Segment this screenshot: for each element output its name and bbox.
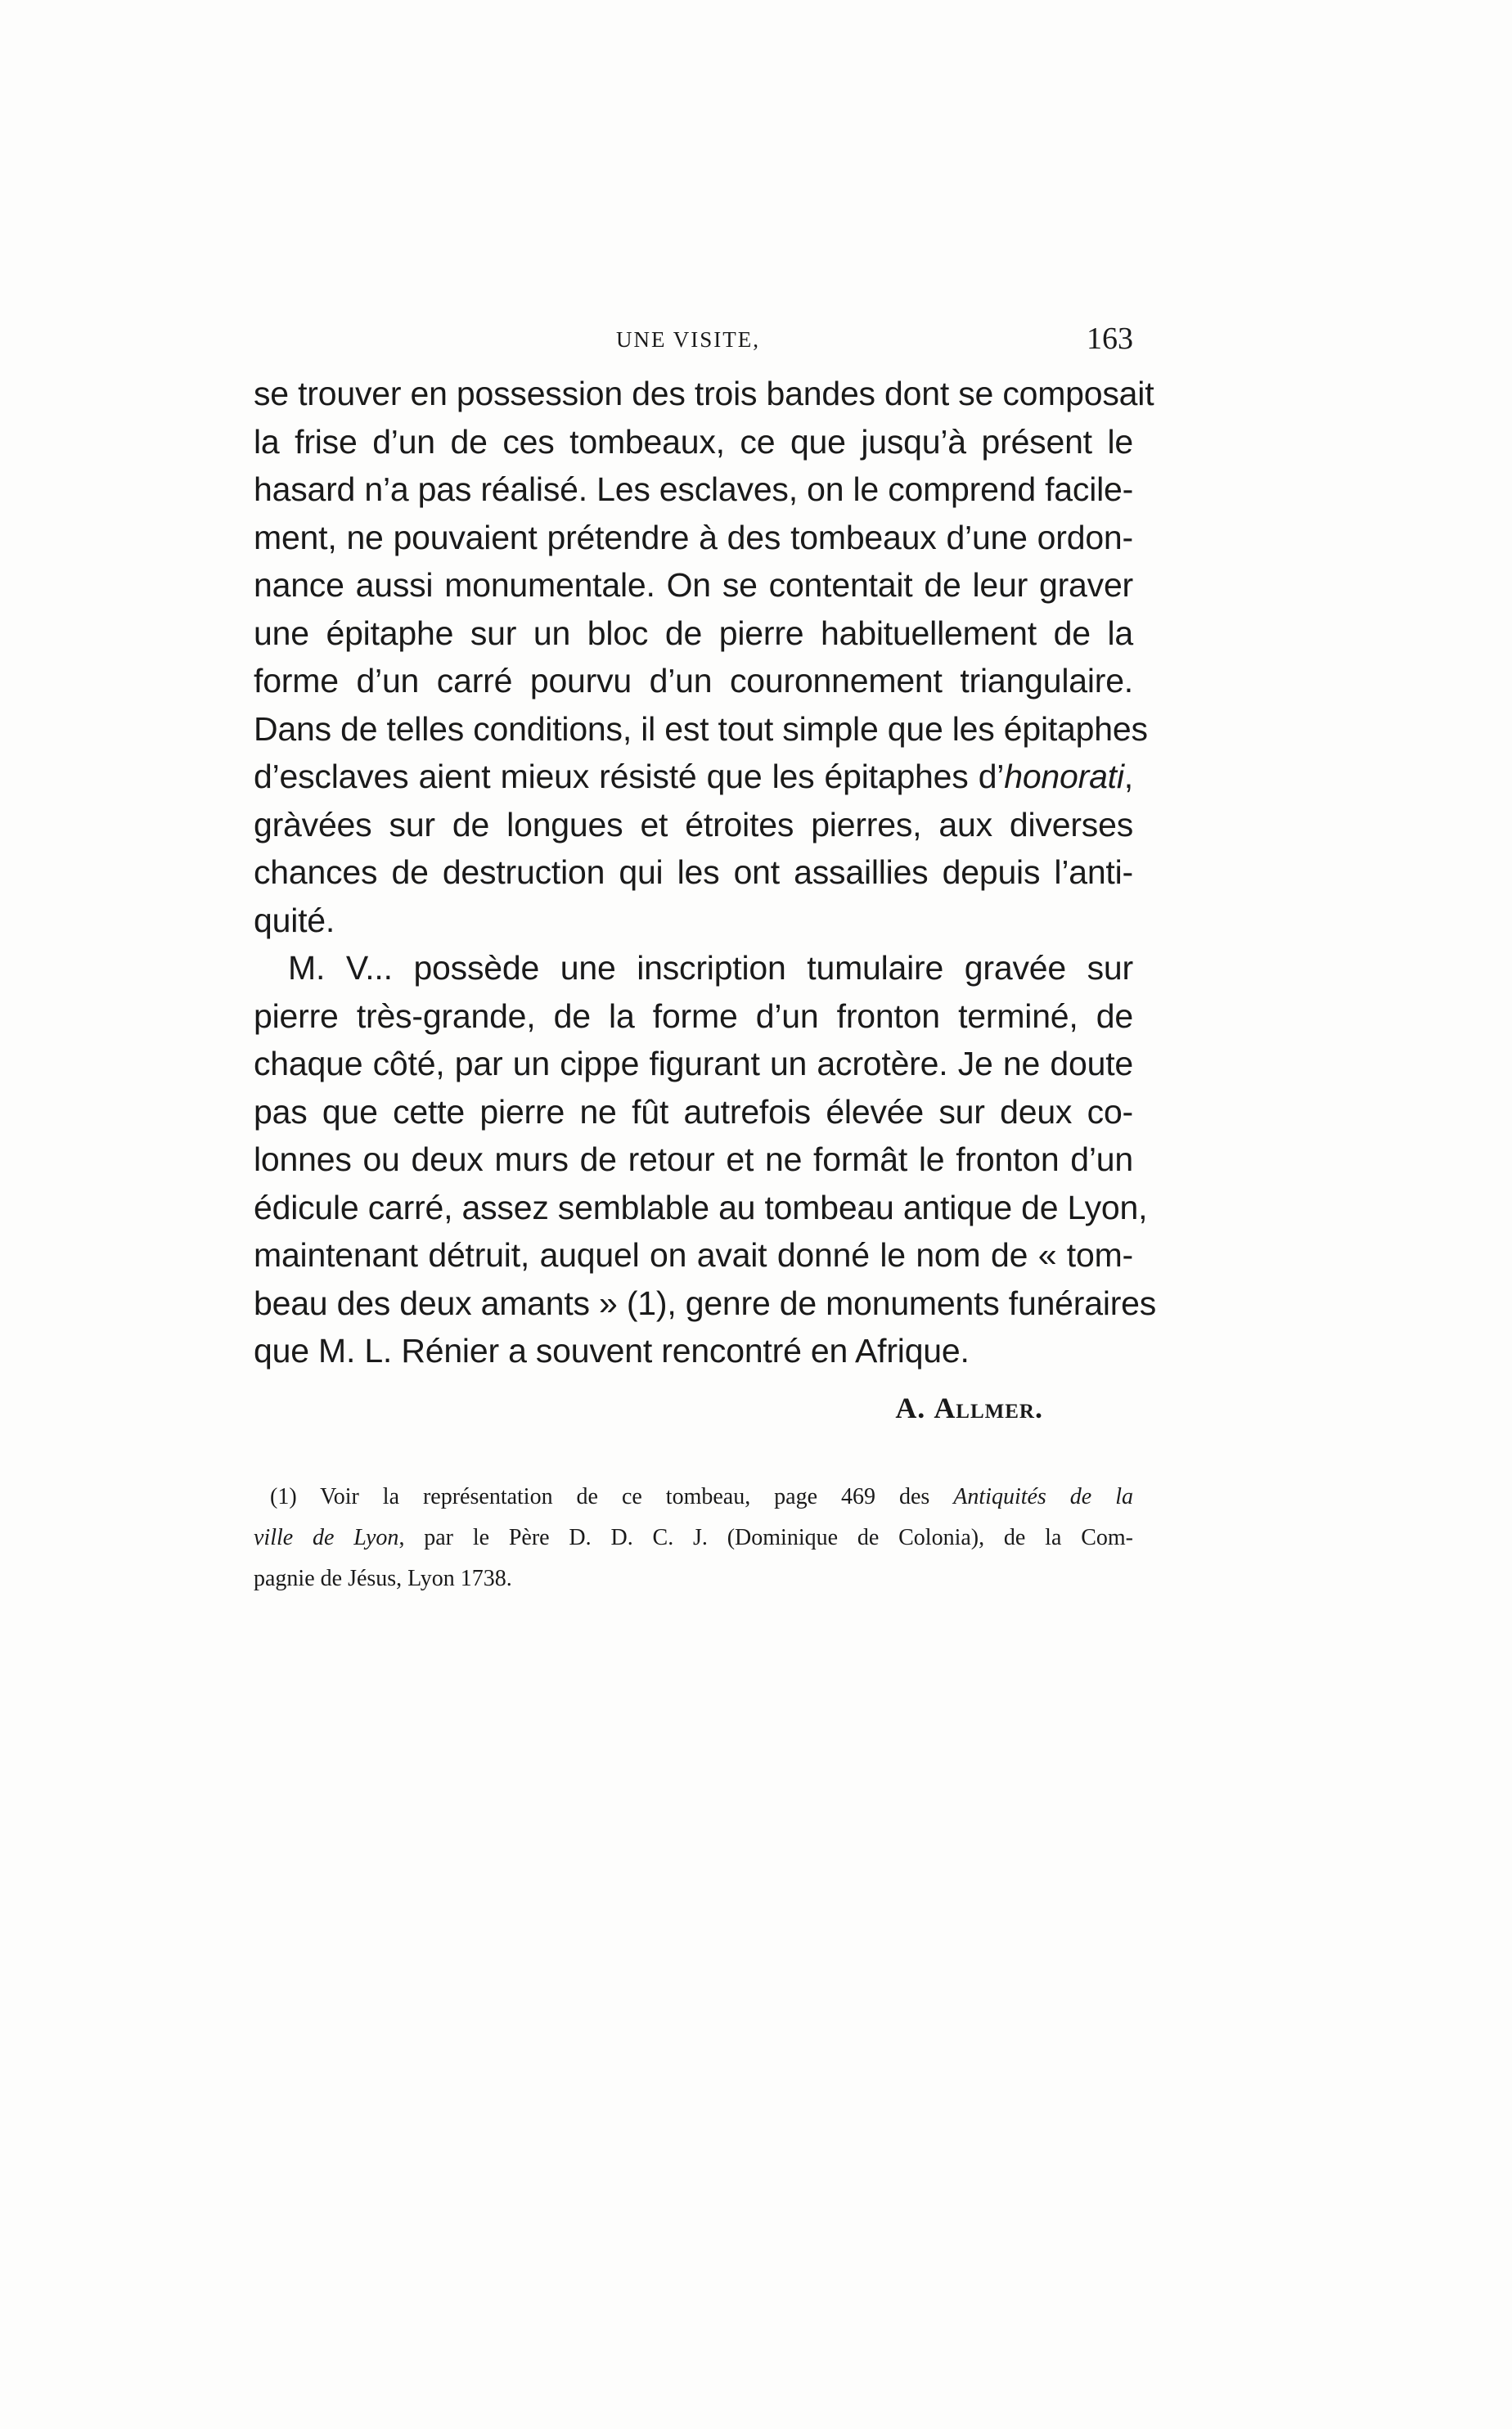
footnote-line: pagnie de Jésus, Lyon 1738. (254, 1566, 512, 1591)
text-line: se trouver en possession des trois bandes dont se composait (254, 375, 1154, 412)
italic-term: honorati (1004, 758, 1124, 795)
footnote (254, 1477, 1133, 1599)
text-line: pas que cette pierre ne fût autrefois élevée sur deux co- (254, 1092, 1133, 1131)
text-line: ment, ne pouvaient prétendre à des tombeaux d’une ordon- (254, 518, 1133, 556)
text-line: pierre très-grande, de la forme d’un fronton terminé, de (254, 996, 1133, 1035)
text-line: beau des deux amants » (1), genre de monuments funéraires (254, 1284, 1157, 1322)
italic-title: ville de Lyon (254, 1525, 399, 1550)
text-line: édicule carré, assez semblable au tombeau antique de Lyon, (254, 1188, 1148, 1226)
italic-title: Antiquités de la (953, 1484, 1133, 1509)
text-run: , (1123, 758, 1133, 795)
text-line: lonnes ou deux murs de retour et ne formât le fronton d’un (254, 1140, 1133, 1178)
text-line: quité. (254, 901, 335, 939)
text-line: forme d’un carré pourvu d’un couronnement triangulaire. (254, 662, 1133, 699)
text-line: gràvées sur de longues et étroites pierres, aux diverses (254, 805, 1133, 843)
running-title: UNE VISITE, (616, 327, 760, 352)
text-run: d’esclaves aient mieux résisté que les épitaphes d’ (254, 758, 1005, 795)
page-number: 163 (1087, 322, 1133, 356)
text-line: hasard n’a pas réalisé. Les esclaves, on le comprend facile- (254, 470, 1134, 508)
text-line: Dans de telles conditions, il est tout simple que les épitaphes (254, 709, 1148, 748)
text-line: chances de destruction qui les ont assaillies depuis l’anti- (254, 853, 1133, 891)
text-line (254, 753, 1133, 801)
text-line: maintenant détruit, auquel on avait donné le nom de « tom- (254, 1236, 1133, 1274)
page-header (254, 321, 1133, 362)
author-signature (254, 1391, 1043, 1425)
text-line: M. V... possède une inscription tumulaire gravée sur (288, 949, 1133, 987)
text-line: la frise d’un de ces tombeaux, ce que jusqu’à présent le (254, 422, 1133, 461)
text-line: que M. L. Rénier a souvent rencontré en Afrique. (254, 1332, 970, 1370)
body-text (254, 370, 1157, 1375)
signature-initial: A. (895, 1392, 926, 1424)
text-line: nance aussi monumentale. On se contentait de leur graver (254, 566, 1133, 604)
footnote-line (254, 1518, 1133, 1559)
text-line: chaque côté, par un cippe figurant un acrotère. Je ne doute (254, 1045, 1133, 1082)
signature-name: Allmer. (934, 1392, 1043, 1424)
text-run: , par le Père D. D. C. J. (Dominique de Colonia), de la Com- (398, 1525, 1133, 1550)
text-run: (1) Voir la représentation de ce tombeau, page 469 des (270, 1484, 954, 1509)
text-line: une épitaphe sur un bloc de pierre habituellement de la (254, 614, 1133, 652)
footnote-line (254, 1477, 1133, 1518)
